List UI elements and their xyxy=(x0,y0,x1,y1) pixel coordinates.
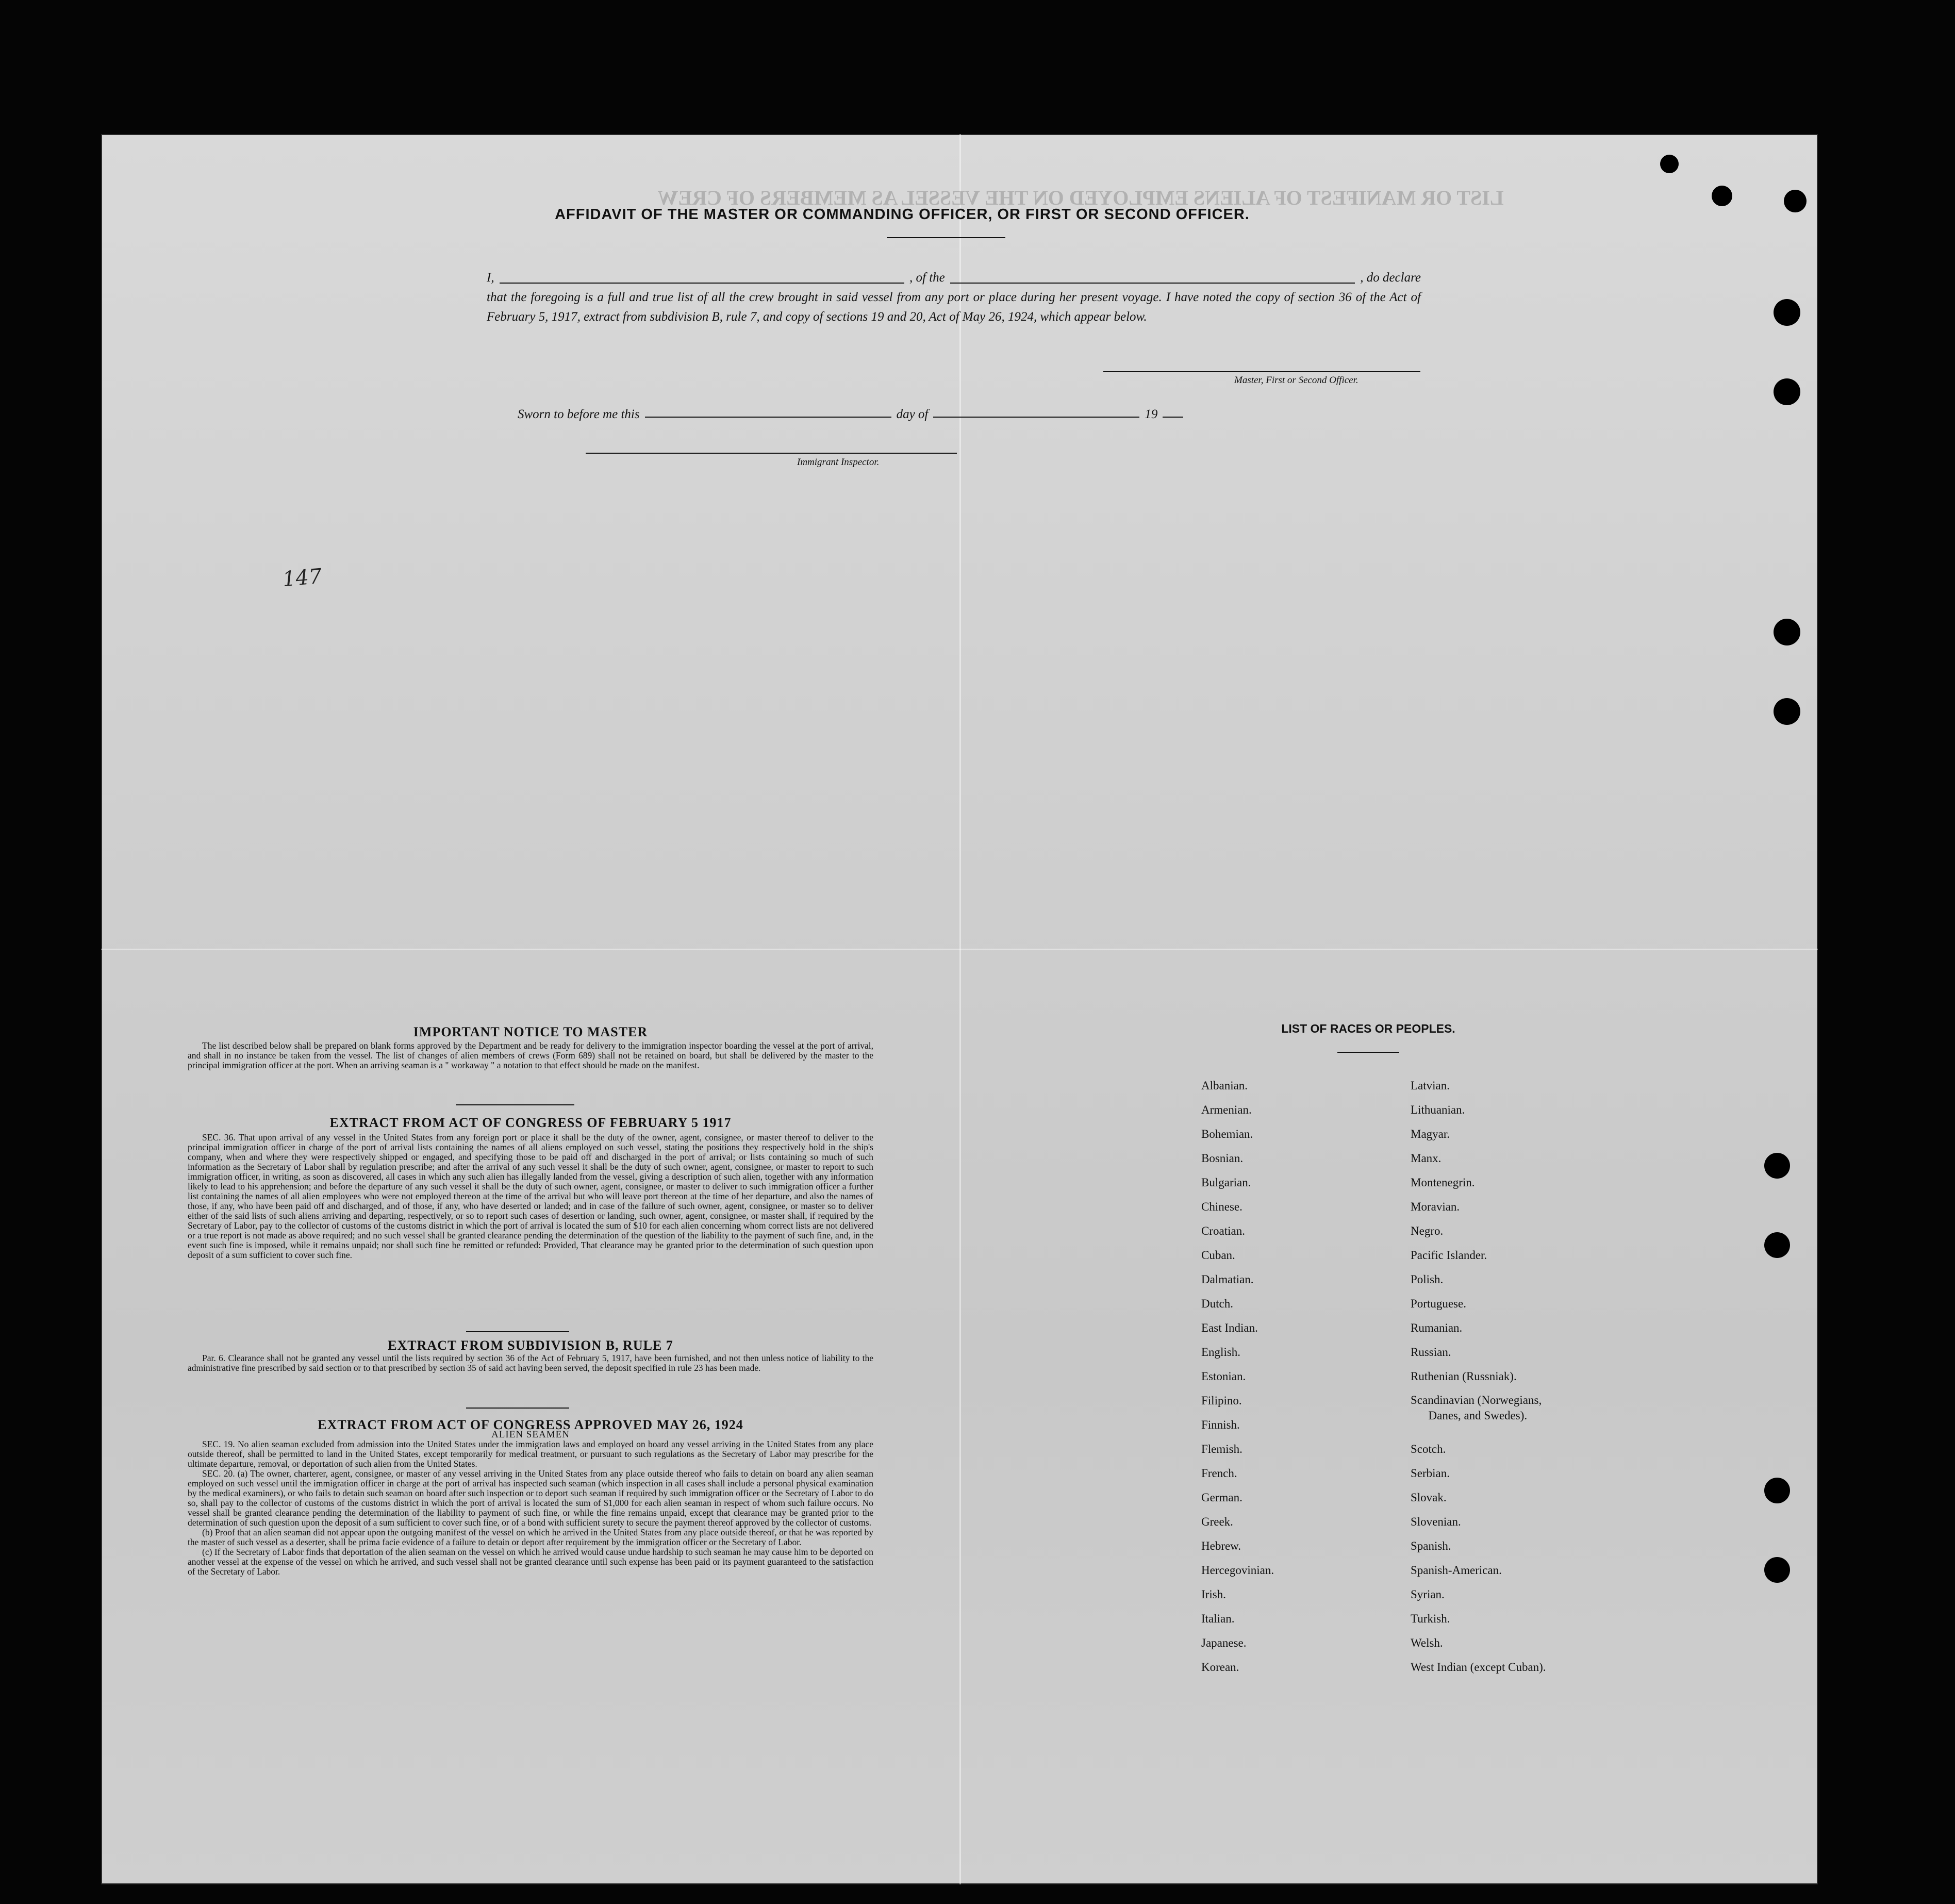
race-item: Ruthenian (Russniak). xyxy=(1411,1370,1517,1383)
extract-1924-sec20b: (b) Proof that an alien seaman did not appear upon the outgoing manifest of the vessel on which he arrived in the United States from any place outside thereof, or that he was reported by the master of such vessel as a deserter, shall be prima facie evidence of a failure to detain or deport after requirement by the immigration officer or the Secretary of Labor. xyxy=(188,1527,873,1547)
master-signature-label: Master, First or Second Officer. xyxy=(1234,375,1358,386)
race-item: Dutch. xyxy=(1201,1297,1233,1310)
race-item: Manx. xyxy=(1411,1152,1442,1165)
important-notice xyxy=(188,1024,873,1070)
race-item: Scotch. xyxy=(1411,1443,1446,1455)
race-item: Albanian. xyxy=(1201,1079,1248,1092)
extract-1924-title: EXTRACT FROM ACT OF CONGRESS APPROVED MAY 26, 1924 xyxy=(318,1417,743,1432)
races-left-column xyxy=(1201,1073,1274,1679)
punch-hole xyxy=(1784,190,1807,212)
show-through-title: LIST OR MANIFEST OF ALIENS EMPLOYED ON THE VESSEL AS MEMBERS OF CREW xyxy=(657,186,1504,209)
race-item: Chinese. xyxy=(1201,1200,1242,1213)
sworn-date-blank[interactable] xyxy=(645,416,891,418)
race-item: German. xyxy=(1201,1491,1242,1504)
extract-1917 xyxy=(188,1115,873,1260)
declaration-line xyxy=(487,268,1421,288)
race-item: Montenegrin. xyxy=(1411,1176,1475,1189)
race-item: Pacific Islander. xyxy=(1411,1249,1487,1262)
vertical-fold xyxy=(959,134,961,1884)
document-sheet xyxy=(101,134,1818,1884)
race-item: Cuban. xyxy=(1201,1249,1235,1262)
race-item: Hercegovinian. xyxy=(1201,1564,1274,1577)
inspector-signature-line[interactable] xyxy=(586,453,957,454)
races-divider xyxy=(1337,1052,1399,1053)
race-item: East Indian. xyxy=(1201,1321,1258,1334)
notice-divider xyxy=(456,1104,574,1105)
punch-hole xyxy=(1774,378,1800,405)
race-item: French. xyxy=(1201,1467,1237,1480)
master-signature-line[interactable] xyxy=(1103,371,1420,372)
declaration-prefix: I, xyxy=(487,271,494,285)
notice-title: IMPORTANT NOTICE TO MASTER xyxy=(413,1024,648,1039)
sworn-year-label: 19 xyxy=(1145,407,1158,421)
sworn-month-blank[interactable] xyxy=(933,416,1139,418)
race-item: English. xyxy=(1201,1346,1241,1359)
race-item: Irish. xyxy=(1201,1588,1226,1601)
race-item: Magyar. xyxy=(1411,1128,1450,1140)
race-item: Bulgarian. xyxy=(1201,1176,1251,1189)
punch-hole xyxy=(1764,1478,1790,1503)
extract-rule-7-body: Par. 6. Clearance shall not be granted any vessel until the lists required by section 36 of the Act of February 5, 1917, have been furnished, and not then unless notice of liability to the administrative fine prescribed by said section or to that prescribed by section 35 of said act having been served, the deposit specified in rule 23 has been made. xyxy=(188,1353,873,1373)
race-item: Serbian. xyxy=(1411,1467,1450,1480)
race-item: Estonian. xyxy=(1201,1370,1246,1383)
punch-hole xyxy=(1774,299,1800,326)
race-item: Russian. xyxy=(1411,1346,1451,1359)
race-item: Syrian. xyxy=(1411,1588,1445,1601)
race-item: Finnish. xyxy=(1201,1418,1240,1431)
race-item: Portuguese. xyxy=(1411,1297,1466,1310)
declaration-suffix: , do declare xyxy=(1360,271,1421,285)
extract-1924-sec19: SEC. 19. No alien seaman excluded from admission into the United States under the immigration laws and employed on board any vessel arriving in the United States from any place outside thereof, shall be permitted to land in the United States, except temporarily for medical treatment, or pursuant to such regulations as the Secretary of Labor may prescribe for the ultimate departure, removal, or deportation of such alien from the United States. xyxy=(188,1439,873,1469)
race-item: Bohemian. xyxy=(1201,1128,1253,1140)
race-item: Moravian. xyxy=(1411,1200,1460,1213)
affidavit-body: that the foregoing is a full and true list of all the crew brought in said vessel from any port or place during her present voyage. I have noted the copy of section 36 of the Act of February 5, 1917, extract from subdivision B, rule 7, and copy of sections 19 and 20, Act of May 26, 1924, which appear below. xyxy=(487,290,1421,324)
race-item: Rumanian. xyxy=(1411,1321,1463,1334)
punch-hole xyxy=(1764,1153,1790,1179)
vessel-blank[interactable] xyxy=(950,282,1355,284)
punch-hole xyxy=(1660,155,1679,173)
race-item: Scandinavian (Norwegians, Danes, and Swedes). xyxy=(1411,1394,1542,1422)
punch-hole xyxy=(1712,186,1732,206)
extract-1917-title: EXTRACT FROM ACT OF CONGRESS OF FEBRUARY 5 1917 xyxy=(329,1115,732,1130)
race-item: Spanish-American. xyxy=(1411,1564,1502,1577)
race-item: Spanish. xyxy=(1411,1539,1451,1552)
sworn-day-label: day of xyxy=(896,407,929,421)
race-item: Welsh. xyxy=(1411,1636,1443,1649)
race-item: Croatian. xyxy=(1201,1224,1245,1237)
handwritten-number: 147 xyxy=(281,564,323,592)
race-item: Hebrew. xyxy=(1201,1539,1241,1552)
race-item: Greek. xyxy=(1201,1515,1233,1528)
race-item: Japanese. xyxy=(1201,1636,1247,1649)
declaration-middle: , of the xyxy=(909,271,945,285)
race-item: Turkish. xyxy=(1411,1612,1450,1625)
race-item: Bosnian. xyxy=(1201,1152,1244,1165)
title-underline xyxy=(887,237,1005,238)
extract-1924-sec20a: SEC. 20. (a) The owner, charterer, agent, consignee, or master of any vessel arriving in the United States from any place outside thereof who fails to detain on board any alien seaman employed on such vessel until the immigration officer in charge at the port of arrival has inspected such seaman (which inspection in all cases shall include a personal physical examination by the medical examiners), or who fails to detain such seaman on board after such inspection or to deport such seaman if required by such immigration officer or the Secretary of Labor to do so, shall pay to the collector of customs of the customs district in which the port of arrival is located the sum of $1,000 for each alien seaman in respect of whom such failure occurs. No vessel shall be granted clearance pending the determination of the liability to payment of such fine, or while the fine remains unpaid, except that clearance may be granted prior to the determination of such question upon the deposit of a sum sufficient to cover such fine, or of a bond with sufficient surety to secure the payment thereof approved by the collector of customs. xyxy=(188,1468,873,1528)
affidavit-text xyxy=(487,268,1421,327)
race-item: Slovak. xyxy=(1411,1491,1447,1504)
race-item: Dalmatian. xyxy=(1201,1273,1254,1286)
races-title: LIST OF RACES OR PEOPLES. xyxy=(1281,1022,1455,1035)
notice-body: The list described below shall be prepared on blank forms approved by the Department and be ready for delivery to the immigration inspector boarding the vessel at the port of arrival, and shall in no instance be taken from the vessel. The list of changes of alien members of crews (Form 689) shall not be retained on board, but shall be delivered by the master to the principal immigration officer at the port. When an arriving seaman is a " workaway " a notation to that effect should be made on the manifest. xyxy=(188,1040,873,1070)
race-item: Slovenian. xyxy=(1411,1515,1461,1528)
punch-hole xyxy=(1764,1557,1790,1583)
race-item: Flemish. xyxy=(1201,1443,1242,1455)
affidavit-title: AFFIDAVIT OF THE MASTER OR COMMANDING OFFICER, OR FIRST OR SECOND OFFICER. xyxy=(555,206,1250,223)
race-item: Latvian. xyxy=(1411,1079,1450,1092)
races-right-column xyxy=(1411,1073,1546,1679)
extract-rule-7-divider xyxy=(466,1408,569,1409)
race-item: Filipino. xyxy=(1201,1394,1242,1407)
extract-1924-subtitle: ALIEN SEAMEN xyxy=(491,1429,570,1440)
race-item: Italian. xyxy=(1201,1612,1235,1625)
race-item: Polish. xyxy=(1411,1273,1444,1286)
name-blank[interactable] xyxy=(500,282,904,284)
sworn-year-blank[interactable] xyxy=(1163,416,1183,418)
punch-hole xyxy=(1764,1232,1790,1258)
extract-rule-7 xyxy=(188,1340,873,1373)
punch-hole xyxy=(1774,698,1800,725)
sworn-line xyxy=(518,407,1239,422)
race-item: Korean. xyxy=(1201,1661,1239,1674)
horizontal-fold xyxy=(101,949,1818,950)
race-item: Lithuanian. xyxy=(1411,1103,1465,1116)
extract-1924 xyxy=(188,1417,873,1577)
extract-1924-sec20c: (c) If the Secretary of Labor finds that deportation of the alien seaman on the vessel on which he arrived would cause undue hardship to such seaman he may cause him to be deported on another vessel at the expense of the vessel on which he arrived, and such vessel shall not be granted clearance until such expense has been paid or its payment guaranteed to the satisfaction of the Secretary of Labor. xyxy=(188,1547,873,1577)
race-item: Negro. xyxy=(1411,1224,1444,1237)
punch-hole xyxy=(1774,619,1800,645)
extract-1917-body: SEC. 36. That upon arrival of any vessel in the United States from any foreign port or place it shall be the duty of the owner, agent, consignee, or master thereof to deliver to the principal immigration officer in charge of the port of arrival lists containing the names of all aliens employed on such vessel, stating the positions they respectively hold in the ship's company, when and where they were respectively shipped or engaged, and specifying those to be paid off and discharged in the port of arrival; or lists containing so much of such information as the Secretary of Labor shall by regulation prescribe; and after the arrival of any such vessel it shall be the duty of such owner, agent, consignee, or master to report to such immigration officer, in writing, as soon as discovered, all cases in which any such alien has illegally landed from the vessel, giving a description of such alien, together with any information likely to lead to his apprehension; and before the departure of any such vessel it shall be the duty of such owner, agent, consignee, or master to deliver to such immigration officer a further list containing the names of all alien employees who were not employed thereon at the time of the arrival but who will leave port thereon at the time of her departure, and also the names of those, if any, who have been paid off and discharged, and of those, if any, who have deserted or landed; and in case of the failure of such owner, agent, consignee, or master so to deliver either of the said lists of such aliens arriving and departing, respectively, or so to report such cases of desertion or landing, such owner, agent, consignee, or master shall, if required by the Secretary of Labor, pay to the collector of customs of the customs district in which the port of arrival is located the sum of $10 for each alien concerning whom correct lists are not delivered or a true report is not made as above required; and no such vessel shall be granted clearance pending the determination of the question of the liability to the payment of such fine, and, in the event such fine is imposed, while it remains unpaid; nor shall such fine be remitted or refunded: Provided, That clearance may be granted prior to the determination of such question upon deposit of a sum sufficient to cover such fine. xyxy=(188,1132,873,1260)
inspector-signature-label: Immigrant Inspector. xyxy=(797,457,880,468)
race-item: Armenian. xyxy=(1201,1103,1252,1116)
extract-1917-divider xyxy=(466,1331,569,1332)
extract-rule-7-title: EXTRACT FROM SUBDIVISION B, RULE 7 xyxy=(388,1338,673,1353)
race-item: West Indian (except Cuban). xyxy=(1411,1661,1546,1674)
sworn-prefix: Sworn to before me this xyxy=(518,407,640,421)
